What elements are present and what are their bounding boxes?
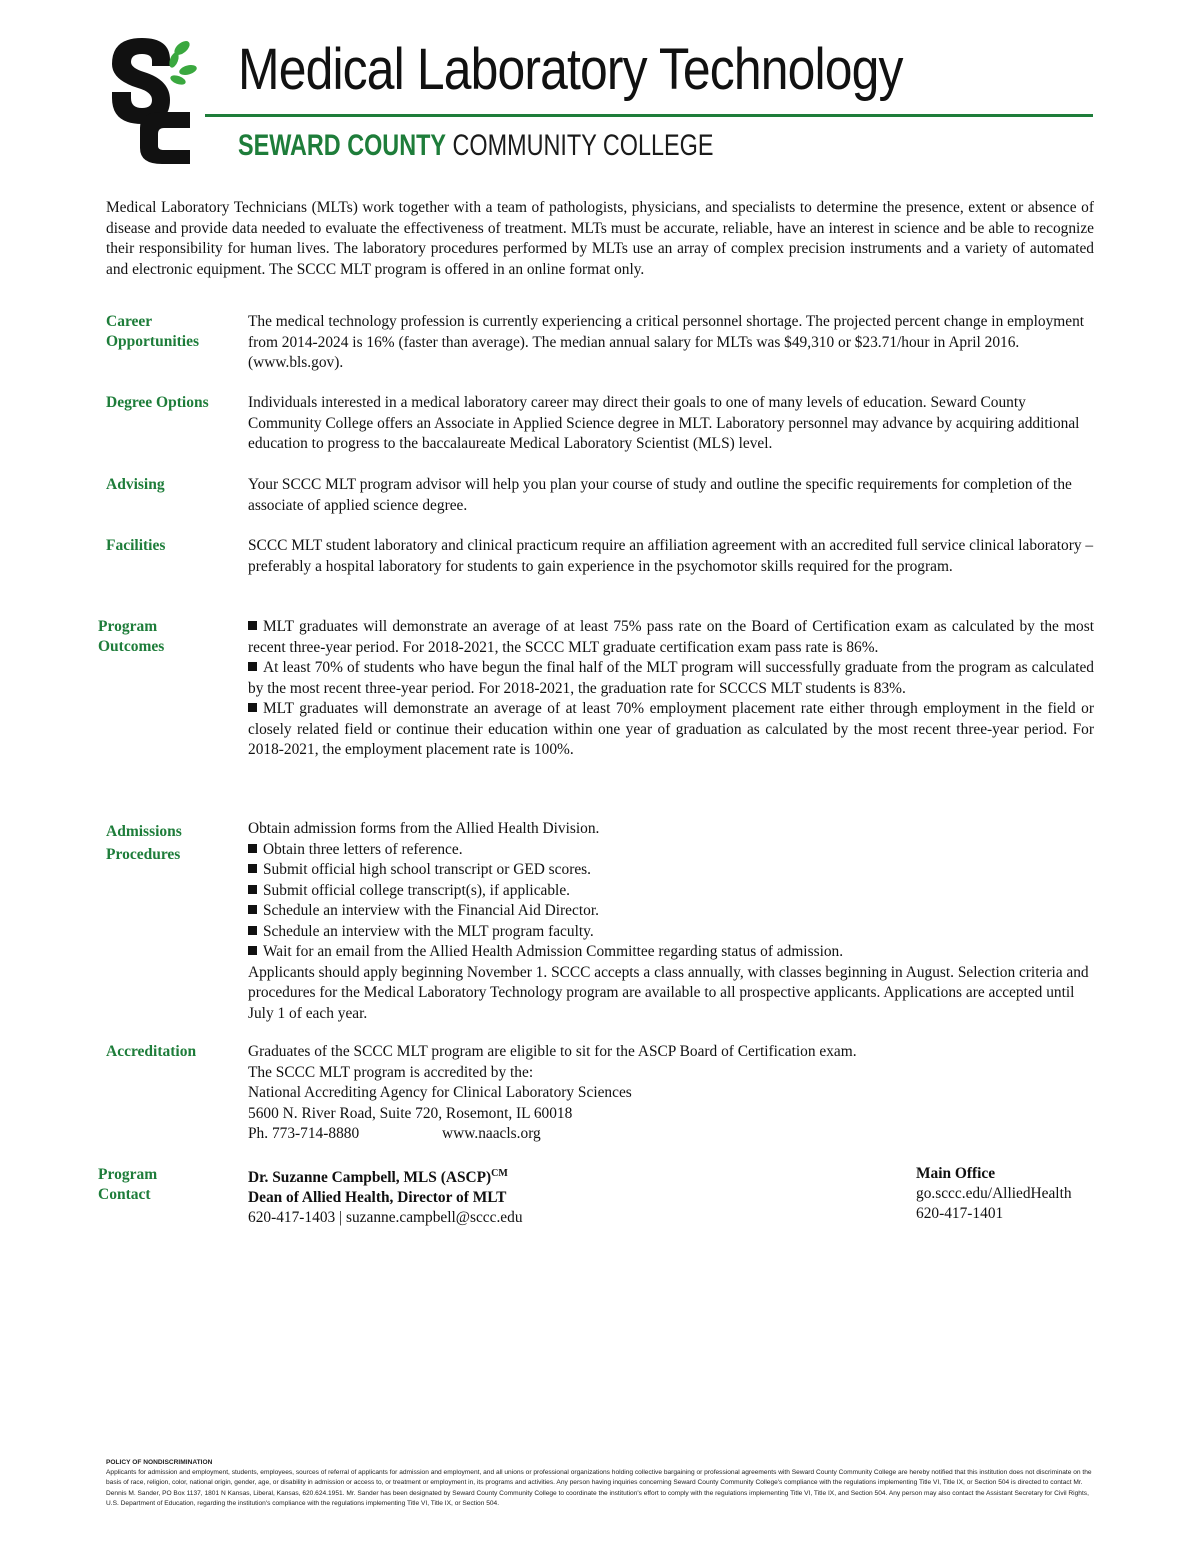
accreditation-website[interactable]: www.naacls.org — [442, 1125, 541, 1142]
header-divider — [205, 114, 1093, 117]
contact-phone-email[interactable]: 620-417-1403 | suzanne.campbell@sccc.edu — [248, 1209, 523, 1227]
outcome-item: MLT graduates will demonstrate an average of at least 75% pass rate on the Board of Certification exam as calculated by the most recent three-year period. For 2018-2021, the SCCC MLT graduate certification exam pass rate is 86%. — [248, 618, 1094, 656]
section-label-outcomes: Program Outcomes — [98, 618, 165, 655]
college-name-bold: SEWARD COUNTY — [238, 129, 447, 162]
office-url[interactable]: go.sccc.edu/AlliedHealth — [916, 1185, 1072, 1202]
policy-title: POLICY OF NONDISCRIMINATION — [106, 1459, 213, 1466]
outcome-item: MLT graduates will demonstrate an average of at least 70% employment placement rate either through employment in the field or closely related field or continue their education within one year of graduation as calculated by the most recent three-year period. For 2018-2021, the employment placement rate is 100%. — [248, 700, 1094, 758]
section-list-outcomes — [248, 617, 1094, 761]
main-office — [916, 1164, 1072, 1224]
contact-role: Dean of Allied Health, Director of MLT — [248, 1189, 507, 1207]
section-label-facilities: Facilities — [106, 537, 166, 554]
office-phone: 620-417-1401 — [916, 1205, 1004, 1222]
outcome-item: At least 70% of students who have begun the final half of the MLT program will successfully graduate from the program as calculated by the most recent three-year period. For 2018-2021, the graduation rate for SCCCS MLT students is 83%. — [248, 659, 1094, 697]
section-label-admissions: Admissions Procedures — [106, 823, 182, 863]
section-label-contact: Program Contact — [98, 1166, 158, 1203]
intro-paragraph: Medical Laboratory Technicians (MLTs) work together with a team of pathologists, physicians, and specialists to determine the presence, extent or absence of disease and provide data needed to evaluate the effectiveness of treatment. MLTs must be accurate, reliable, have an interest in science and be able to recognize their responsibility for human lives. The laboratory procedures performed by MLTs use an array of complex precision instruments and a variety of automated and electronic equipment. The SCCC MLT program is offered in an online format only. — [106, 199, 1094, 278]
contact-person — [248, 1164, 523, 1228]
admissions-item: Submit official college transcript(s), if applicable. — [248, 881, 1094, 902]
nondiscrimination-policy — [106, 1458, 1096, 1509]
college-name-rest: COMMUNITY COLLEGE — [452, 129, 714, 162]
admissions-intro: Obtain admission forms from the Allied Health Division. — [248, 820, 600, 837]
admissions-item: Submit official high school transcript or GED scores. — [248, 860, 1094, 881]
admissions-item: Schedule an interview with the MLT program faculty. — [248, 922, 1094, 943]
contact-name: Dr. Suzanne Campbell, MLS (ASCP)$^{CM}$ — [248, 1168, 508, 1187]
section-list-admissions — [248, 819, 1094, 1024]
admissions-item: Obtain three letters of reference. — [248, 840, 1094, 861]
admissions-item: Wait for an email from the Allied Health Admission Committee regarding status of admission. — [248, 942, 1094, 963]
page-title: Medical Laboratory Technology — [238, 37, 903, 102]
section-label-advising: Advising — [106, 476, 165, 493]
section-text-advising: Your SCCC MLT program advisor will help you plan your course of study and outline the specific requirements for completion of the associate of applied science degree. — [248, 476, 1072, 514]
admissions-item: Schedule an interview with the Financial Aid Director. — [248, 901, 1094, 922]
section-label-degree: Degree Options — [106, 394, 209, 411]
admissions-closing: Applicants should apply beginning November 1. SCCC accepts a class annually, with classes beginning in August. Selection criteria and procedures for the Medical Laboratory Technology program are available to all prospective applicants. Applications are accepted until July 1 of each year. — [248, 963, 1089, 1022]
policy-text: Applicants for admission and employment, students, employees, sources of referral of applicants for admission and employment, and all unions or professional organizations holding collective bargaining or professional agreements with Seward County Community College are hereby notified that this institution does not discriminate on the basis of race, religion, color, national origin, gender, age, or disability in admission or access to, or treatment or employment in, its programs and activities. Any person having inquiries concerning Seward County Community College's compliance with the regulations implementing Title VI, Title IX, or Section 504 is directed to contact Mr. Dennis M. Sander, PO Box 1137, 1801 N Kansas, Liberal, Kansas, 620.624.1951. Mr. Sander has been designated by Seward County Community College to coordinate the institution's effort to comply with the regulations implementing Title VI, Title IX, and Section 504. Any person may also contact the Assistant Secretary for Civil Rights, U.S. Department of Education, regarding the institution's compliance with the regulations implementing Title VI, Title IX, or Section 504. — [106, 1469, 1092, 1507]
section-text-facilities: SCCC MLT student laboratory and clinical practicum require an affiliation agreement with an accredited full service clinical laboratory – preferably a hospital laboratory for students to gain experience in the psychomotor skills required for the program. — [248, 537, 1094, 575]
section-text-career: The medical technology profession is currently experiencing a critical personnel shortage. The projected percent change in employment from 2014-2024 is 16% (faster than average). The median annual salary for MLTs was $49,310 or $23.71/hour in April 2016. (www.bls.gov). — [248, 313, 1085, 371]
section-text-accreditation: Graduates of the SCCC MLT program are eligible to sit for the ASCP Board of Certification exam. The SCCC MLT program is accredited by the: National Accrediting Agency for Clinical Laboratory Sciences 5600 N. River Road, Suite 720, Rosemont, IL 60018 Ph. 773-714-8880 www.naacls.org — [248, 1042, 1094, 1145]
college-logo — [104, 34, 200, 164]
college-name — [238, 128, 713, 164]
office-title: Main Office — [916, 1165, 996, 1182]
section-label-accreditation: Accreditation — [106, 1043, 197, 1060]
section-label-career: Career Opportunities — [106, 313, 200, 350]
section-text-degree: Individuals interested in a medical laboratory career may direct their goals to one of many levels of education. Seward County Community College offers an Associate in Applied Science degree in MLT. Laboratory personnel may advance by acquiring additional education to progress to the baccalaureate Medical Laboratory Scientist (MLS) level. — [248, 394, 1080, 452]
accreditation-phone: Ph. 773-714-8880 — [248, 1125, 360, 1142]
